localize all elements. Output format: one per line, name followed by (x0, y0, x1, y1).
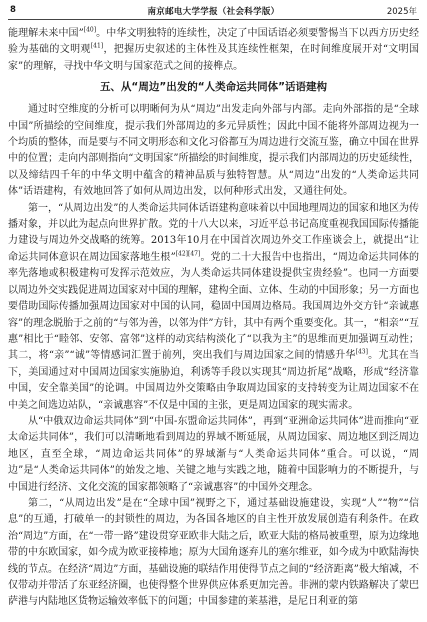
paragraph-text: 第一，“从周边出发”的人类命运共同体话语建构意味着以中国地理周边的国家和地区为传播对象，并以此为起点向世界扩散。党的十八大以来，习近平总书记高度重视我国国际传播能力建设与周边外交战略的统筹。2013年10月在中国首次周边外交工作座谈会上，就提出“让命运共同体意识在周边国家落地生根” (8, 202, 419, 263)
publication-year: 2025年 (386, 7, 417, 17)
paragraph-text: 第二，“从周边出发”是在“全球中国”视野之下，通过基础设施建设，实现“人”“物”“信息”的互通，打破单一的封锁性的周边，为各国各地区的自主性开放发展创造有利条件。在政治“周边”方面，在“一带一路”建设贯穿亚欧非大陆之后，欧亚大陆的格局被重塑，原为边缘地带的中东欧国家，如今成为欧亚接棒地；原为大国角逐弃儿的塞尔维亚，如今成为中欧陆海快线的节点。在经济“周边”方面，基础设施的联结作用使得节点之间的“经济距离”极大缩减，不仅带动并带活了东亚经济圈，也使得整个世界供应体系更加完善。非洲的蒙内铁路解决了蒙巴萨港与内陆地区货物运输效率低下的问题；中国参建的莱基港，是尼日利亚的第 (8, 497, 419, 608)
page-number: 8 (10, 5, 16, 15)
section-title: 五、从“周边”出发的“人类命运共同体”话语建构 (99, 81, 328, 94)
paragraphs-after-section (8, 102, 419, 611)
paragraph (8, 102, 419, 200)
citation-reference: [40] (83, 26, 97, 34)
paragraph (8, 496, 419, 611)
paragraph-text: 。中华文明独特的连续性，决定了中国话语必须要警惕当下以西方历史经验为基础的文明观 (8, 28, 419, 56)
citation-reference: [43] (355, 348, 368, 356)
paragraph-text: 。尤其在当下，美国通过对中国周边国家实施胁迫，利诱等手段以实现其“周边折尾”战略，形成“经济靠中国，安全靠美国”的论调。中国周边外交策略由争取周边国家的支持转变为让周边国家不在中美之间选边站队，“亲诚惠容”不仅是中国的主张，更是周边国家的现实需求。 (8, 350, 419, 411)
paragraph-text: 能理解未来中国” (8, 28, 84, 39)
paragraph (8, 414, 419, 496)
paragraphs-before-section (8, 26, 419, 75)
paragraph-text: 。党的二十大报告中也指出，“周边命运共同体的率先落地或积极建构可发挥示范效应，为人类命运共同体建设提供宝贵经验”。也同一方面要以周边外交实践促进周边国家对中国的理解，建构全面、立体、生动的中国形象；另一方面也要借助国际传播加强周边国家对中国的认同，稳固中国周边格局。我国周边外交方针“亲诚惠容”的理念脱胎于之前的“与邻为善，以邻为伴”方针，其中有两个重要变化。其一，“相亲”“互惠”相比于“睦邻、安邻、富邻”这样的动宾结构淡化了“以我为主”的思维而更加强调互动性；其二，将“亲”“诚”等情感词汇置于前列，突出我们与周边国家之间的情感升华 (8, 251, 419, 362)
paragraph-text: 通过时空维度的分析可以明晰何为从“周边”出发走向外部与内部。走向外部指的是“全球中国”所描绘的空间维度，提示我们外部周边的多元异质性；因此中国不能将外部周边视为一个均质的整体，而是要与不同文明形态和文化习俗都互为周边进行交流互鉴，确立中国在世界中的位置；走向内部则指向“文明国家”所描绘的时间维度，提示我们内部周边的历史延续性，以及缔结四千年的中华文明中蕴含的精神品质与独特智慧。从“周边”出发的“人类命运共同体”话语建构，有效地回答了如何从周边出发，以何种形式出发，又通往何处。 (8, 104, 419, 198)
article-body (8, 26, 419, 622)
running-header (8, 3, 419, 20)
paragraph (8, 201, 419, 414)
paragraph-text: 从“中俄双边命运共同体”到“中国-东盟命运共同体”，再到“亚洲命运共同体”进而推向“亚太命运共同体”，我们可以清晰地看到周边的界域不断延展，从周边国家、周边地区到泛周边地区，直至全球，“周边命运共同体”的界域渐与“人类命运共同体”重合。可以说，“周边”是“人类命运共同体”的始发之地、关键之地与实践之地，随着中国影响力的不断提升，与中国进行经济、文化交流的国家都领略了“亲诚惠容”的中国外交理念。 (8, 415, 419, 493)
journal-title: 南京邮电大学学报（社会科学版） (147, 7, 280, 17)
citation-reference: [42][47] (175, 250, 201, 258)
citation-reference: [41] (90, 43, 104, 51)
paragraph (8, 26, 419, 75)
paragraph-text: ，把握历史叙述的主体性及其连续性框架，在时间维度展开对“文明国家”的理解，寻找中华文明与国家范式之间的接榫点。 (8, 44, 419, 72)
